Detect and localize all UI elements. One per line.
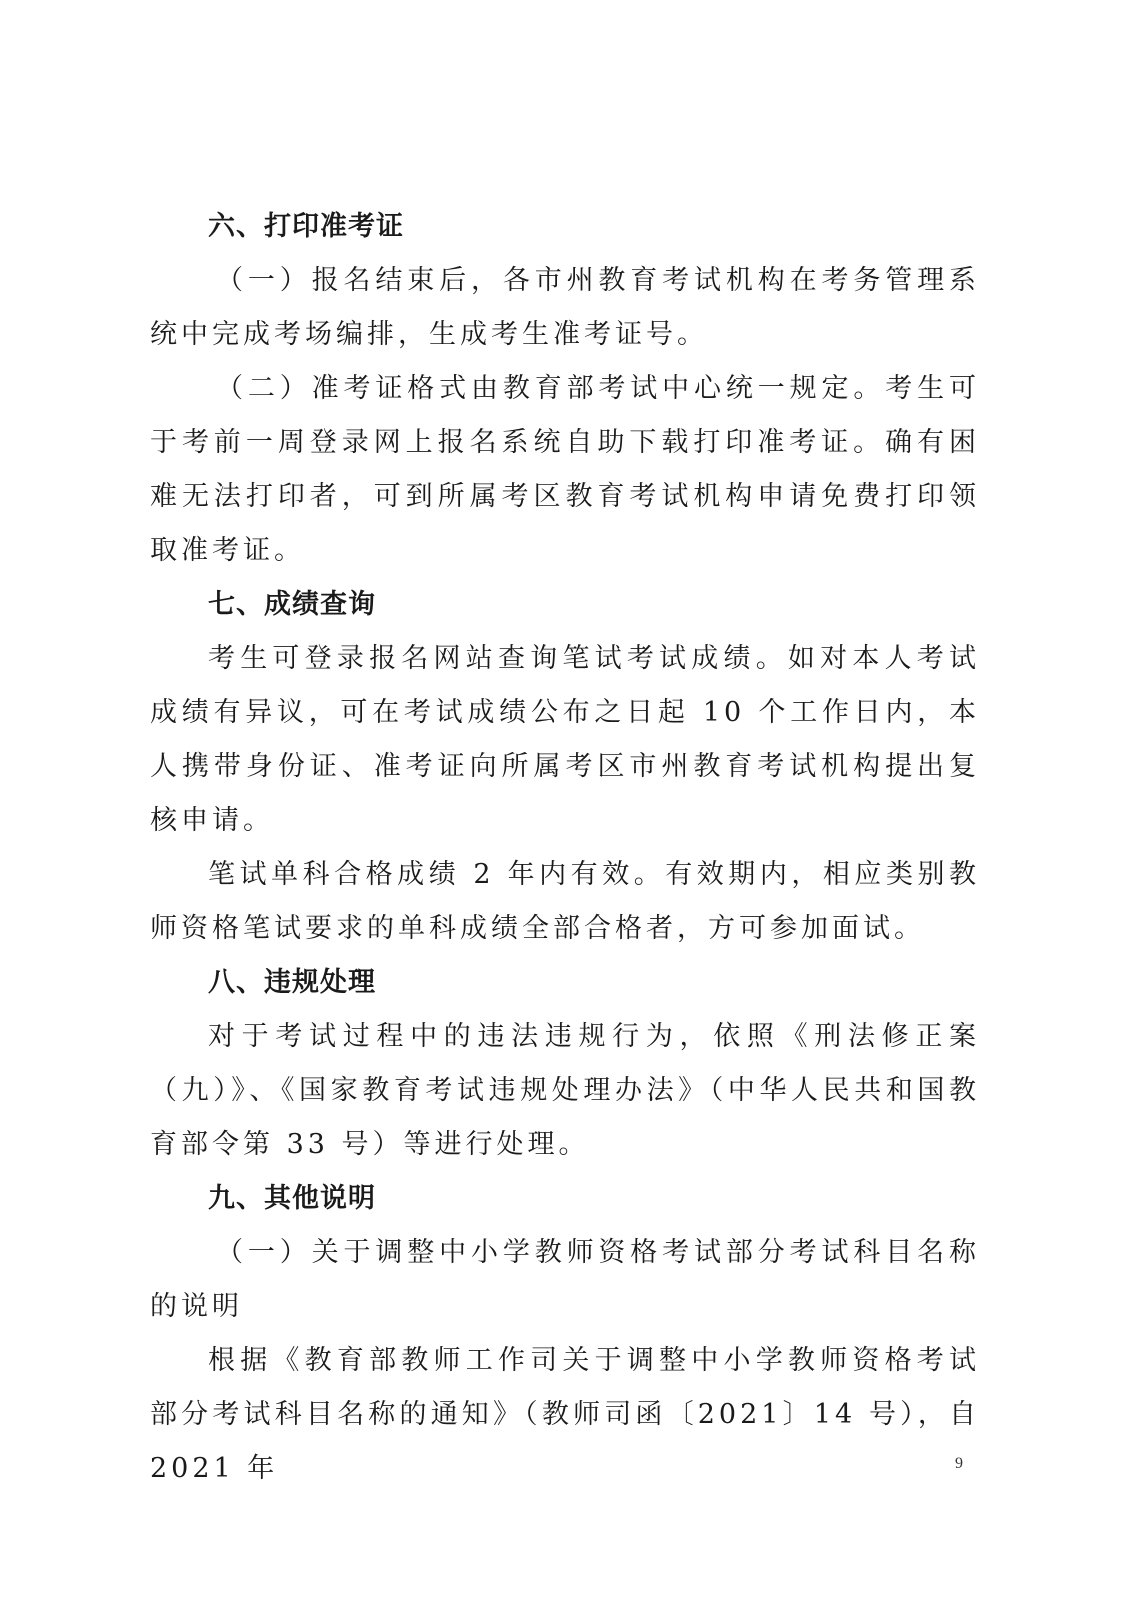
page-number: 9	[955, 1455, 963, 1472]
document-body	[150, 200, 980, 1496]
paragraph-violation-1: 对于考试过程中的违法违规行为，依照《刑法修正案（九）》、《国家教育考试违规处理办法》（中华人民共和国教育部令第 33 号）等进行处理。	[150, 1021, 980, 1160]
section-heading-score-query: 七、成绩查询	[208, 589, 376, 620]
section-heading-violation: 八、违规处理	[208, 967, 376, 998]
paragraph-other-1: （一）关于调整中小学教师资格考试部分考试科目名称的说明	[150, 1237, 980, 1322]
paragraph-print-1: （一）报名结束后，各市州教育考试机构在考务管理系统中完成考场编排，生成考生准考证号。	[150, 265, 980, 350]
section-heading-other: 九、其他说明	[208, 1183, 376, 1214]
section-heading-print-admission: 六、打印准考证	[208, 211, 404, 242]
paragraph-score-2: 笔试单科合格成绩 2 年内有效。有效期内，相应类别教师资格笔试要求的单科成绩全部合格者，方可参加面试。	[150, 859, 980, 944]
paragraph-other-2: 根据《教育部教师工作司关于调整中小学教师资格考试部分考试科目名称的通知》（教师司函〔2021〕14 号），自 2021 年	[150, 1345, 980, 1484]
paragraph-score-1: 考生可登录报名网站查询笔试考试成绩。如对本人考试成绩有异议，可在考试成绩公布之日起 10 个工作日内，本人携带身份证、准考证向所属考区市州教育考试机构提出复核申请。	[150, 643, 980, 836]
paragraph-print-2: （二）准考证格式由教育部考试中心统一规定。考生可于考前一周登录网上报名系统自助下载打印准考证。确有困难无法打印者，可到所属考区教育考试机构申请免费打印领取准考证。	[150, 373, 980, 566]
